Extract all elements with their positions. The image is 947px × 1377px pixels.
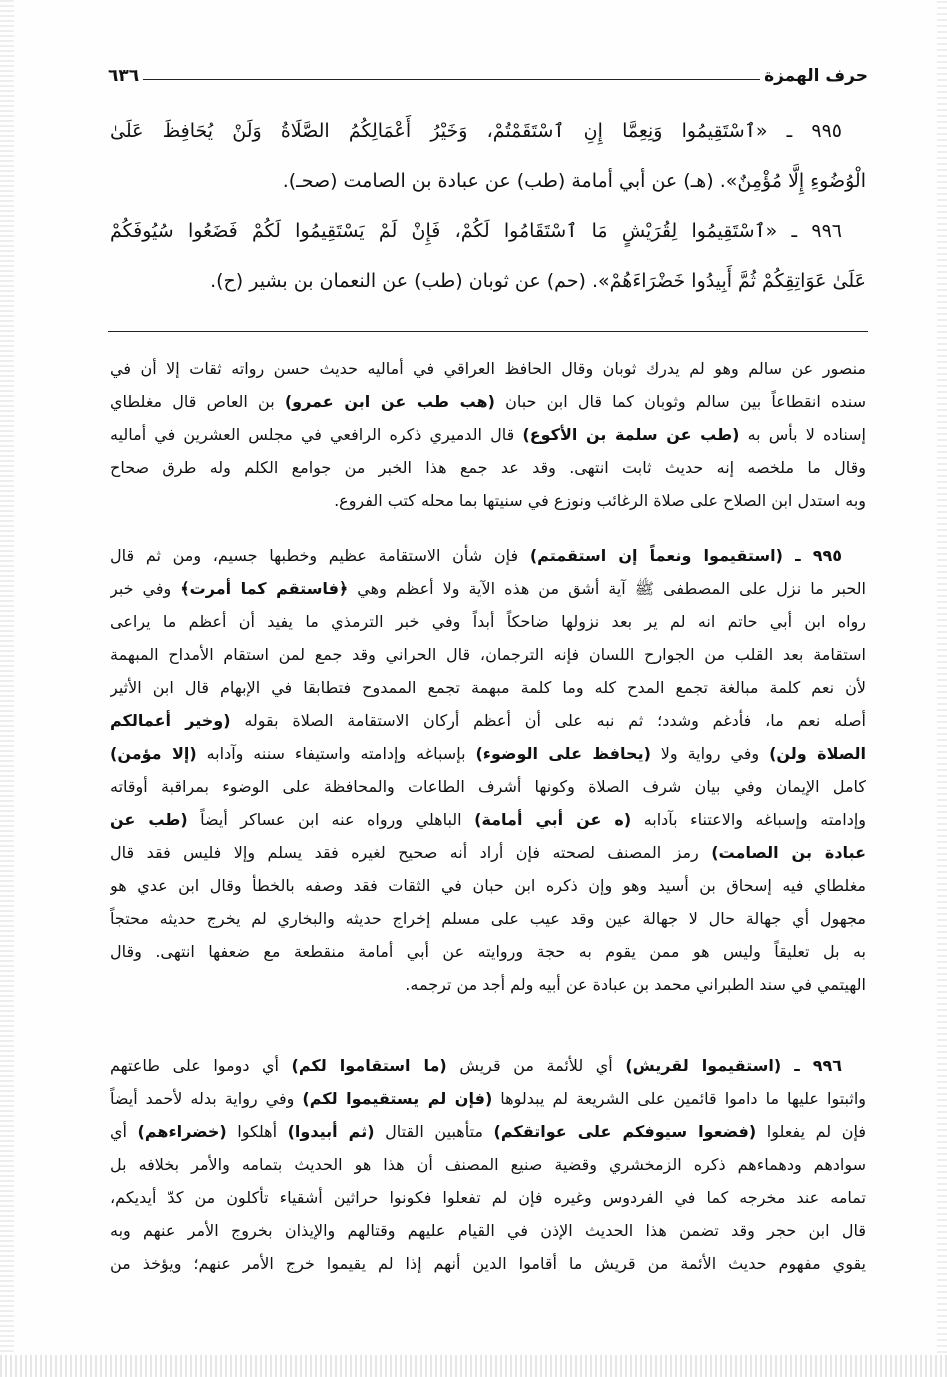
text-line	[110, 156, 866, 206]
text-line	[110, 451, 866, 484]
scan-edge-left	[0, 0, 14, 1377]
text-segment: رواه ابن أبي حاتم انه لم ير بعد نزولها ضاحكاً أبداً وفي خبر الترمذي ما يفيد أن أعظم ما يراعى	[110, 612, 866, 631]
text-segment: به بل تعليقاً وليس هو ممن يقوم به حجة وروايته عن أبي أمامة منقطعة مع ضعفها انتهى. وقال	[110, 942, 866, 961]
text-segment: وإدامته وإسباغه والاعتناء بآدابه	[631, 810, 866, 829]
text-line	[110, 106, 866, 156]
text-line	[110, 1148, 866, 1181]
text-line	[110, 737, 866, 770]
text-line	[110, 1247, 866, 1280]
text-segment: وفي رواية بدله لأحمد أيضاً	[110, 1089, 303, 1108]
text-segment: ٩٩٥ ـ «ٱسْتَقِيمُوا وَنِعِمَّا إِنِ ٱسْتَقَمْتُمْ، وَخَيْرُ أَعْمَالِكُمُ الصَّلَاةُ وَلَنْ يُحَافِظَ عَلَىٰ	[110, 120, 842, 142]
bold-reference: (فضعوا سيوفكم على عواتقكم)	[493, 1122, 757, 1141]
text-segment: قال الدميري ذكره الرافعي في مجلس العشرين في أماليه	[110, 425, 523, 444]
text-segment: كامل الإيمان وفي بيان شرف الصلاة وكونها أشرف الطاعات والمحافظة على الوضوء بمراقبة أوقاته	[110, 777, 866, 796]
text-line	[110, 836, 866, 869]
text-segment: وقال ما ملخصه إنه حديث ثابت انتهى. وقد عد جمع هذا الخبر من جوامع الكلم وله طرق صحاح	[110, 458, 866, 477]
text-line	[110, 638, 866, 671]
text-segment: فإن لم يفعلوا	[756, 1122, 866, 1141]
text-segment: أصله نعم ما، فأدغم وشدد؛ ثم نبه على أن أعظم أركان الاستقامة الصلاة بقوله	[230, 711, 866, 730]
text-segment: أي	[110, 1122, 138, 1141]
bold-reference: (ما استقاموا لكم)	[291, 1056, 447, 1075]
bold-reference: (إلا مؤمن)	[110, 744, 197, 763]
text-segment: مغلطاي فيه إسحاق بن أسيد وهو وإن ذكره ابن حبان في الثقات فقد وصفه بالخطأ وقال ابن عدي هو	[110, 876, 866, 895]
scan-edge-bottom	[0, 1355, 947, 1377]
text-segment: إسناده لا بأس به	[739, 425, 866, 444]
text-segment: أي دوموا على طاعتهم	[110, 1056, 292, 1075]
text-segment: سوادهم ودهماءهم ذكره الزمخشري وقضية صنيع المصنف أن هذا هو الحديث بتمامه والأمر بخلافه بل	[110, 1155, 866, 1174]
footnote-separator	[108, 331, 868, 332]
text-segment: واثبتوا عليها ما داموا قائمين على الشريعة لم يبدلوها	[492, 1089, 866, 1108]
text-segment: لأن نعم كلمة مبالغة تجمع المدح كله وما كلمة مبهمة تجمع الممدوح فتطابقا في الإبهام قال ابن الأثير	[110, 678, 866, 697]
bold-reference: (يحافظ على الوضوء)	[475, 744, 651, 763]
text-segment: وفي رواية ولا	[650, 744, 770, 763]
text-segment: تمامه عند مخرجه كما في الفردوس وغيره فإن لم تفعلوا فكونوا حراثين أشقياء تأكلون من كدّ أيديكم،	[110, 1188, 866, 1207]
text-line	[110, 1214, 866, 1247]
bold-reference: ٩٩٦ ـ (استقيموا لقريش)	[625, 1056, 843, 1075]
text-segment: الْوُضُوءِ إِلَّا مُؤْمِنٌ». (هـ) عن أبي أمامة (طب) عن عبادة بن الصامت (صحـ).	[282, 170, 866, 192]
text-segment: وبه استدل ابن الصلاح على صلاة الرغائب ونوزع في سنيتها بما محله كتب الفروع.	[334, 491, 866, 510]
hadith-text	[110, 106, 866, 306]
bold-reference: (ه عن أبي أمامة)	[474, 810, 632, 829]
bold-reference: ﴿فاستقم كما أمرت﴾	[180, 579, 349, 598]
text-line	[110, 206, 866, 256]
text-segment: بإسباغه وإدامته واستيفاء سننه وآدابه	[196, 744, 476, 763]
text-line	[110, 1115, 866, 1148]
bold-reference: الصلاة ولن)	[769, 744, 866, 763]
text-line	[110, 935, 866, 968]
text-line	[110, 385, 866, 418]
text-line	[110, 704, 866, 737]
text-line	[110, 572, 866, 605]
running-header	[108, 58, 868, 86]
text-line	[110, 418, 866, 451]
text-line	[110, 671, 866, 704]
section-title: حرف الهمزة	[764, 66, 868, 86]
text-line	[110, 1049, 866, 1082]
text-segment: ٩٩٦ ـ «ٱسْتَقِيمُوا لِقُرَيْشٍ مَا ٱسْتَقَامُوا لَكُمْ، فَإِنْ لَمْ يَسْتَقِيمُوا لَكُمْ فَضَعُوا سُيُوفَكُمْ	[110, 220, 842, 242]
text-line	[110, 1181, 866, 1214]
text-line	[110, 352, 866, 385]
bold-reference: ٩٩٥ ـ (استقيموا ونعماً إن استقمتم)	[529, 546, 842, 565]
text-line	[110, 256, 866, 306]
scan-edge-right	[937, 0, 947, 1377]
text-segment: الباهلي ورواه عنه ابن عساكر أيضاً	[187, 810, 475, 829]
bold-reference: (ثم أبيدوا)	[287, 1122, 375, 1141]
text-segment: منصور عن سالم وهو لم يدرك ثوبان وقال الحافظ العراقي في أماليه حديث حسن رواته ثقات إلا أن في	[110, 359, 866, 378]
bold-reference: (هب طب عن ابن عمرو)	[284, 392, 495, 411]
bold-reference: (فإن لم يستقيموا لكم)	[302, 1089, 493, 1108]
text-line	[110, 803, 866, 836]
bold-reference: (طب عن	[110, 810, 188, 829]
bold-reference: (خضراءهم)	[137, 1122, 227, 1141]
text-segment: فإن شأن الاستقامة عظيم وخطبها جسيم، ومن ثم قال	[110, 546, 530, 565]
bold-reference: (وخير أعمالكم	[110, 711, 231, 730]
text-line	[110, 869, 866, 902]
text-segment: عَلَىٰ عَوَاتِقِكُمْ ثُمَّ أَبِيدُوا خَضْرَاءَهُمْ». (حم) عن ثوبان (طب) عن النعمان بن بشير (ح).	[210, 270, 866, 292]
text-line	[110, 539, 866, 572]
text-line	[110, 770, 866, 803]
text-line	[110, 1082, 866, 1115]
text-segment: الهيتمي في سند الطبراني محمد بن عبادة عن أبيه ولم أجد من ترجمه.	[405, 975, 866, 994]
text-segment: استقامة بعد القلب من الجوارح اللسان فإنه الترجمان، قال الحراني وقد جمع لمن استقام الأمداح المبهمة	[110, 645, 866, 664]
text-segment: قال ابن حجر وقد تضمن هذا الحديث الإذن في القيام عليهم وقتالهم والإيذان بخروج الأمر عنهم وبه	[110, 1221, 866, 1240]
footnote-continuation	[110, 352, 866, 517]
text-line	[110, 902, 866, 935]
bold-reference: (طب عن سلمة بن الأكوع)	[522, 425, 740, 444]
commentary-996	[110, 1049, 866, 1280]
text-segment: سنده انقطاعاً بين سالم وثوبان كما قال ابن حبان	[494, 392, 866, 411]
text-segment: متأهبين القتال	[374, 1122, 494, 1141]
text-segment: الحبر ما نزل على المصطفى ﷺ آية أشق من هذه الآية ولا أعظم وهي	[348, 579, 866, 598]
commentary-995	[110, 539, 866, 1001]
text-segment: رمز المصنف لصحته فإن أراد أنه صحيح لغيره فقد يسلم وإلا فليس فقد قال	[110, 843, 712, 862]
text-line	[110, 968, 866, 1001]
text-segment: أي للأئمة من قريش	[446, 1056, 626, 1075]
text-segment: أهلكوا	[226, 1122, 288, 1141]
text-segment: وفي خبر	[110, 579, 181, 598]
text-segment: بن العاص قال مغلطاي	[110, 392, 285, 411]
bold-reference: عبادة بن الصامت)	[711, 843, 866, 862]
text-segment: مجهول أي جهالة حال لا جهالة عين وقد عيب على مسلم إخراج حديثه والبخاري لم يخرج حديثه محتجاً	[110, 909, 866, 928]
text-line	[110, 484, 866, 517]
header-rule	[143, 79, 760, 80]
text-line	[110, 605, 866, 638]
page-number: ٦٣٦	[108, 66, 140, 86]
text-segment: يقوي مفهوم حديث الأئمة من قريش ما أقاموا الدين أنهم إذا لم يقيموا خرج الأمر عنهم؛ ويؤخذ من	[110, 1254, 866, 1273]
